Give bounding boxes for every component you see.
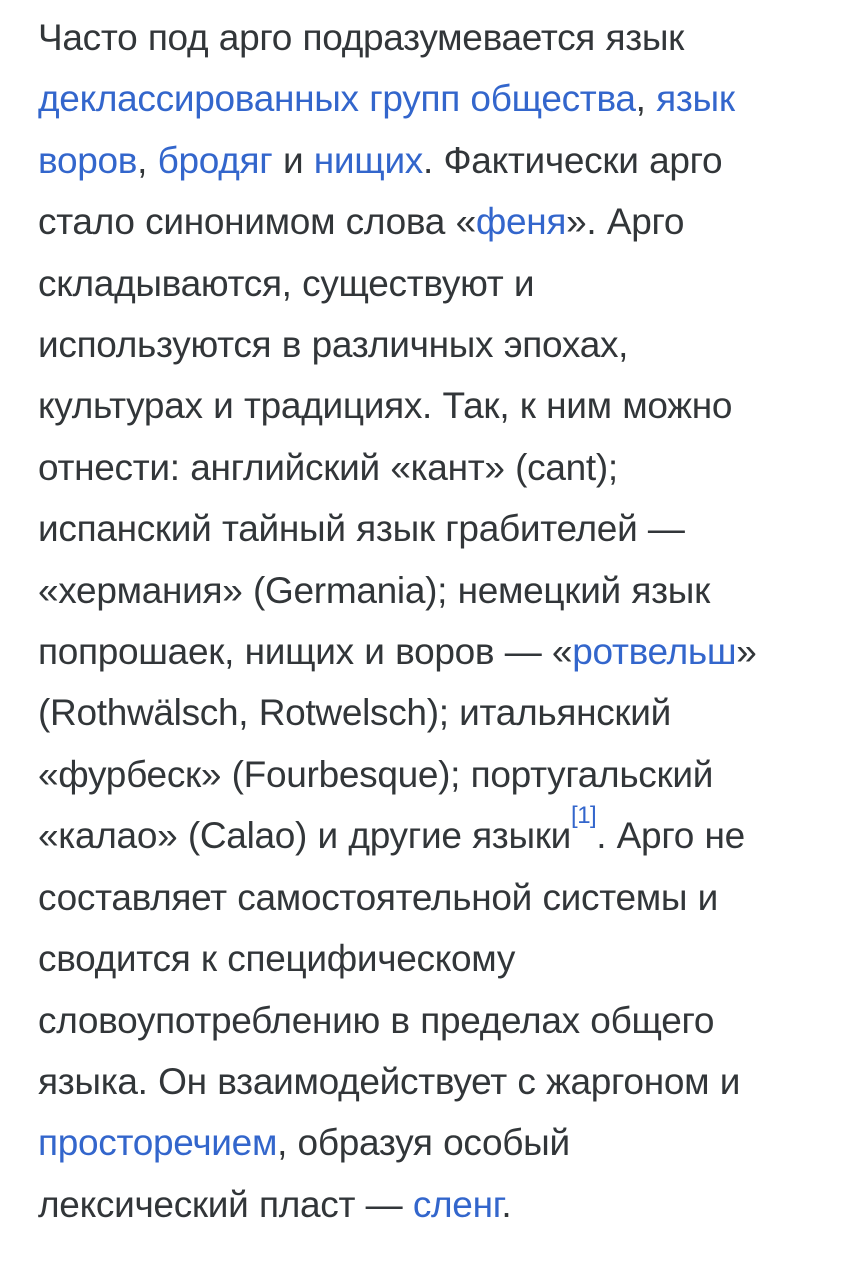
text-run: сводится к специфическому <box>38 938 516 980</box>
text-run: лексический пласт — <box>38 1183 413 1225</box>
text-run: и <box>272 139 314 181</box>
link-brodyagi[interactable]: бродяг <box>157 139 273 181</box>
text-run: Часто под арго подразумевается язык <box>38 17 685 58</box>
text-run: отнести: английский «кант» (cant); <box>38 446 618 488</box>
reference-1-link[interactable]: [1] <box>571 801 597 829</box>
text-run: . Фактически арго <box>423 139 723 181</box>
link-declassirovannye-gruppy-obshchestva[interactable]: деклассированных групп общества <box>38 78 636 120</box>
text-run: стало синонимом слова « <box>38 201 476 243</box>
text-run: попрошаек, нищих и воров — « <box>38 631 573 673</box>
text-run: » <box>736 631 757 673</box>
reference-superscript <box>571 802 596 829</box>
text-run: ». Арго <box>566 201 685 243</box>
text-run: . <box>501 1183 512 1225</box>
text-run: , <box>137 139 158 181</box>
article-paragraph <box>38 7 814 1235</box>
text-run: . Арго не <box>596 815 745 857</box>
text-run: испанский тайный язык грабителей — <box>38 508 685 550</box>
link-prostorechie[interactable]: просторечием <box>38 1122 278 1164</box>
text-run: словоупотреблению в пределах общего <box>38 999 715 1041</box>
link-yazyk-vorov[interactable]: язык <box>656 78 735 120</box>
text-run: , <box>635 78 657 120</box>
link-yazyk-vorov[interactable]: воров <box>38 139 138 181</box>
link-fenya[interactable]: феня <box>475 201 567 243</box>
text-run: языка. Он взаимодействует с жаргоном и <box>38 1060 741 1102</box>
text-run: используются в различных эпохах, <box>38 324 629 366</box>
text-run: «фурбеск» (Fourbesque); португальский <box>38 753 714 795</box>
link-nishchie[interactable]: нищих <box>313 139 424 181</box>
text-run: , образуя особый <box>277 1122 570 1164</box>
text-run: «хермания» (Germania); немецкий язык <box>38 569 710 611</box>
text-run: «калао» (Calao) и другие языки <box>38 815 572 857</box>
text-run: (Rothwälsch, Rotwelsch); итальянский <box>38 692 672 734</box>
link-rotwelsh[interactable]: ротвельш <box>572 631 737 673</box>
text-run: составляет самостоятельной системы и <box>38 876 719 918</box>
link-sleng[interactable]: сленг <box>412 1183 502 1225</box>
text-run: культурах и традициях. Так, к ним можно <box>38 385 733 427</box>
text-run: складываются, существуют и <box>38 262 535 304</box>
